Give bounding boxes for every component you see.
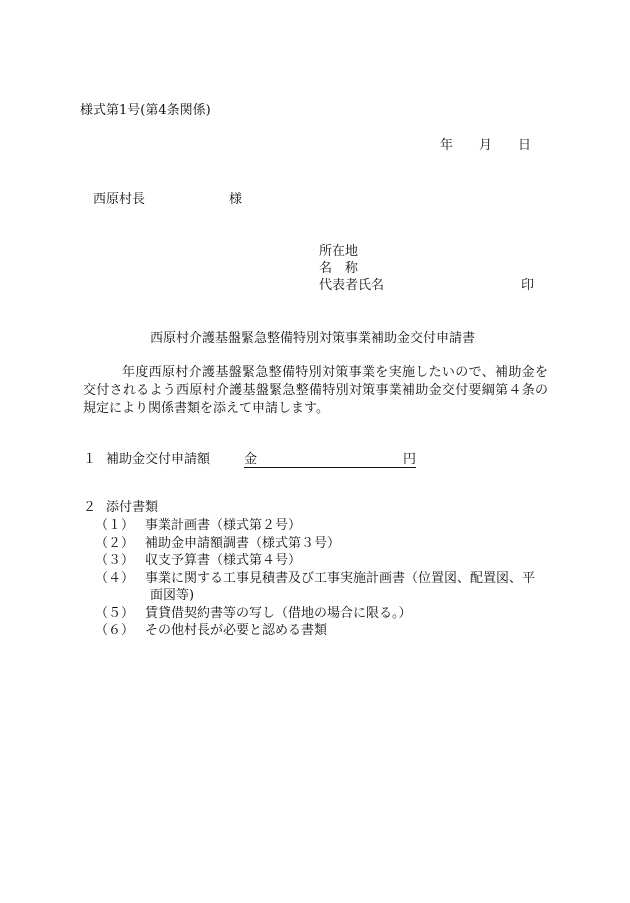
applicant-name-row: [319, 262, 534, 279]
list-item: [95, 572, 535, 590]
list-item-number: （１）: [95, 518, 135, 533]
date-month-label: 月: [479, 138, 493, 153]
list-item-text: その他村長が必要と認める書類: [145, 623, 328, 638]
name-label: 名 称: [319, 261, 359, 276]
list-item: [95, 624, 535, 642]
body-paragraph: 年度西原村介護基盤緊急整備特別対策事業を実施したいので、補助金を交付されるよう西原村介護基盤緊急整備特別対策事業補助金交付要綱第４条の規定により関係書類を添えて申請します。: [83, 365, 548, 416]
addressee: [93, 193, 242, 206]
list-item-text: 事業計画書（様式第２号）: [145, 518, 302, 533]
amount-prefix: 金: [244, 452, 258, 467]
addressee-honorific: 様: [229, 192, 243, 207]
list-item-text: 賃貸借契約書等の写し（借地の場合に限る。）: [145, 605, 412, 621]
attachments-list: [95, 519, 535, 642]
section-2-number: ２: [83, 500, 97, 515]
grant-amount-label: 補助金交付申請額: [106, 452, 211, 467]
list-item-text: 事業に関する工事見積書及び工事実施計画書（位置図、配置図、平: [145, 570, 536, 586]
list-item-number: （３）: [95, 553, 135, 568]
document-title: 西原村介護基盤緊急整備特別対策事業補助金交付申請書: [150, 331, 476, 346]
list-item: [95, 607, 535, 625]
section-1-number: １: [83, 452, 97, 467]
list-item-number: （６）: [95, 623, 135, 638]
list-item-continuation: 面図等): [150, 588, 195, 603]
date-line: [440, 139, 531, 152]
list-item: [95, 554, 535, 572]
amount-unit: 円: [403, 452, 417, 467]
list-item-text: 収支予算書（様式第４号）: [145, 553, 302, 568]
applicant-address-row: [319, 245, 534, 262]
representative-label: 代表者氏名: [319, 278, 385, 293]
date-year-label: 年: [440, 138, 454, 153]
list-item-number: （２）: [95, 535, 135, 551]
list-item: [95, 537, 535, 555]
section-attachments-heading: [83, 501, 158, 514]
section-grant-amount: [83, 453, 416, 468]
list-item-number: （５）: [95, 605, 135, 621]
attachments-label: 添付書類: [106, 500, 159, 515]
addressee-title: 西原村長: [93, 192, 146, 207]
list-item-text: 補助金申請額調書（様式第３号）: [145, 535, 341, 551]
address-label: 所在地: [319, 244, 359, 259]
form-number: 様式第1号(第4条関係): [80, 103, 211, 118]
applicant-block: [319, 245, 534, 296]
list-item-number: （４）: [95, 570, 135, 586]
grant-amount-field: [244, 453, 416, 468]
applicant-representative-row: [319, 279, 534, 296]
date-day-label: 日: [518, 138, 532, 153]
seal-mark: 印: [520, 278, 534, 293]
list-item: [95, 519, 535, 537]
